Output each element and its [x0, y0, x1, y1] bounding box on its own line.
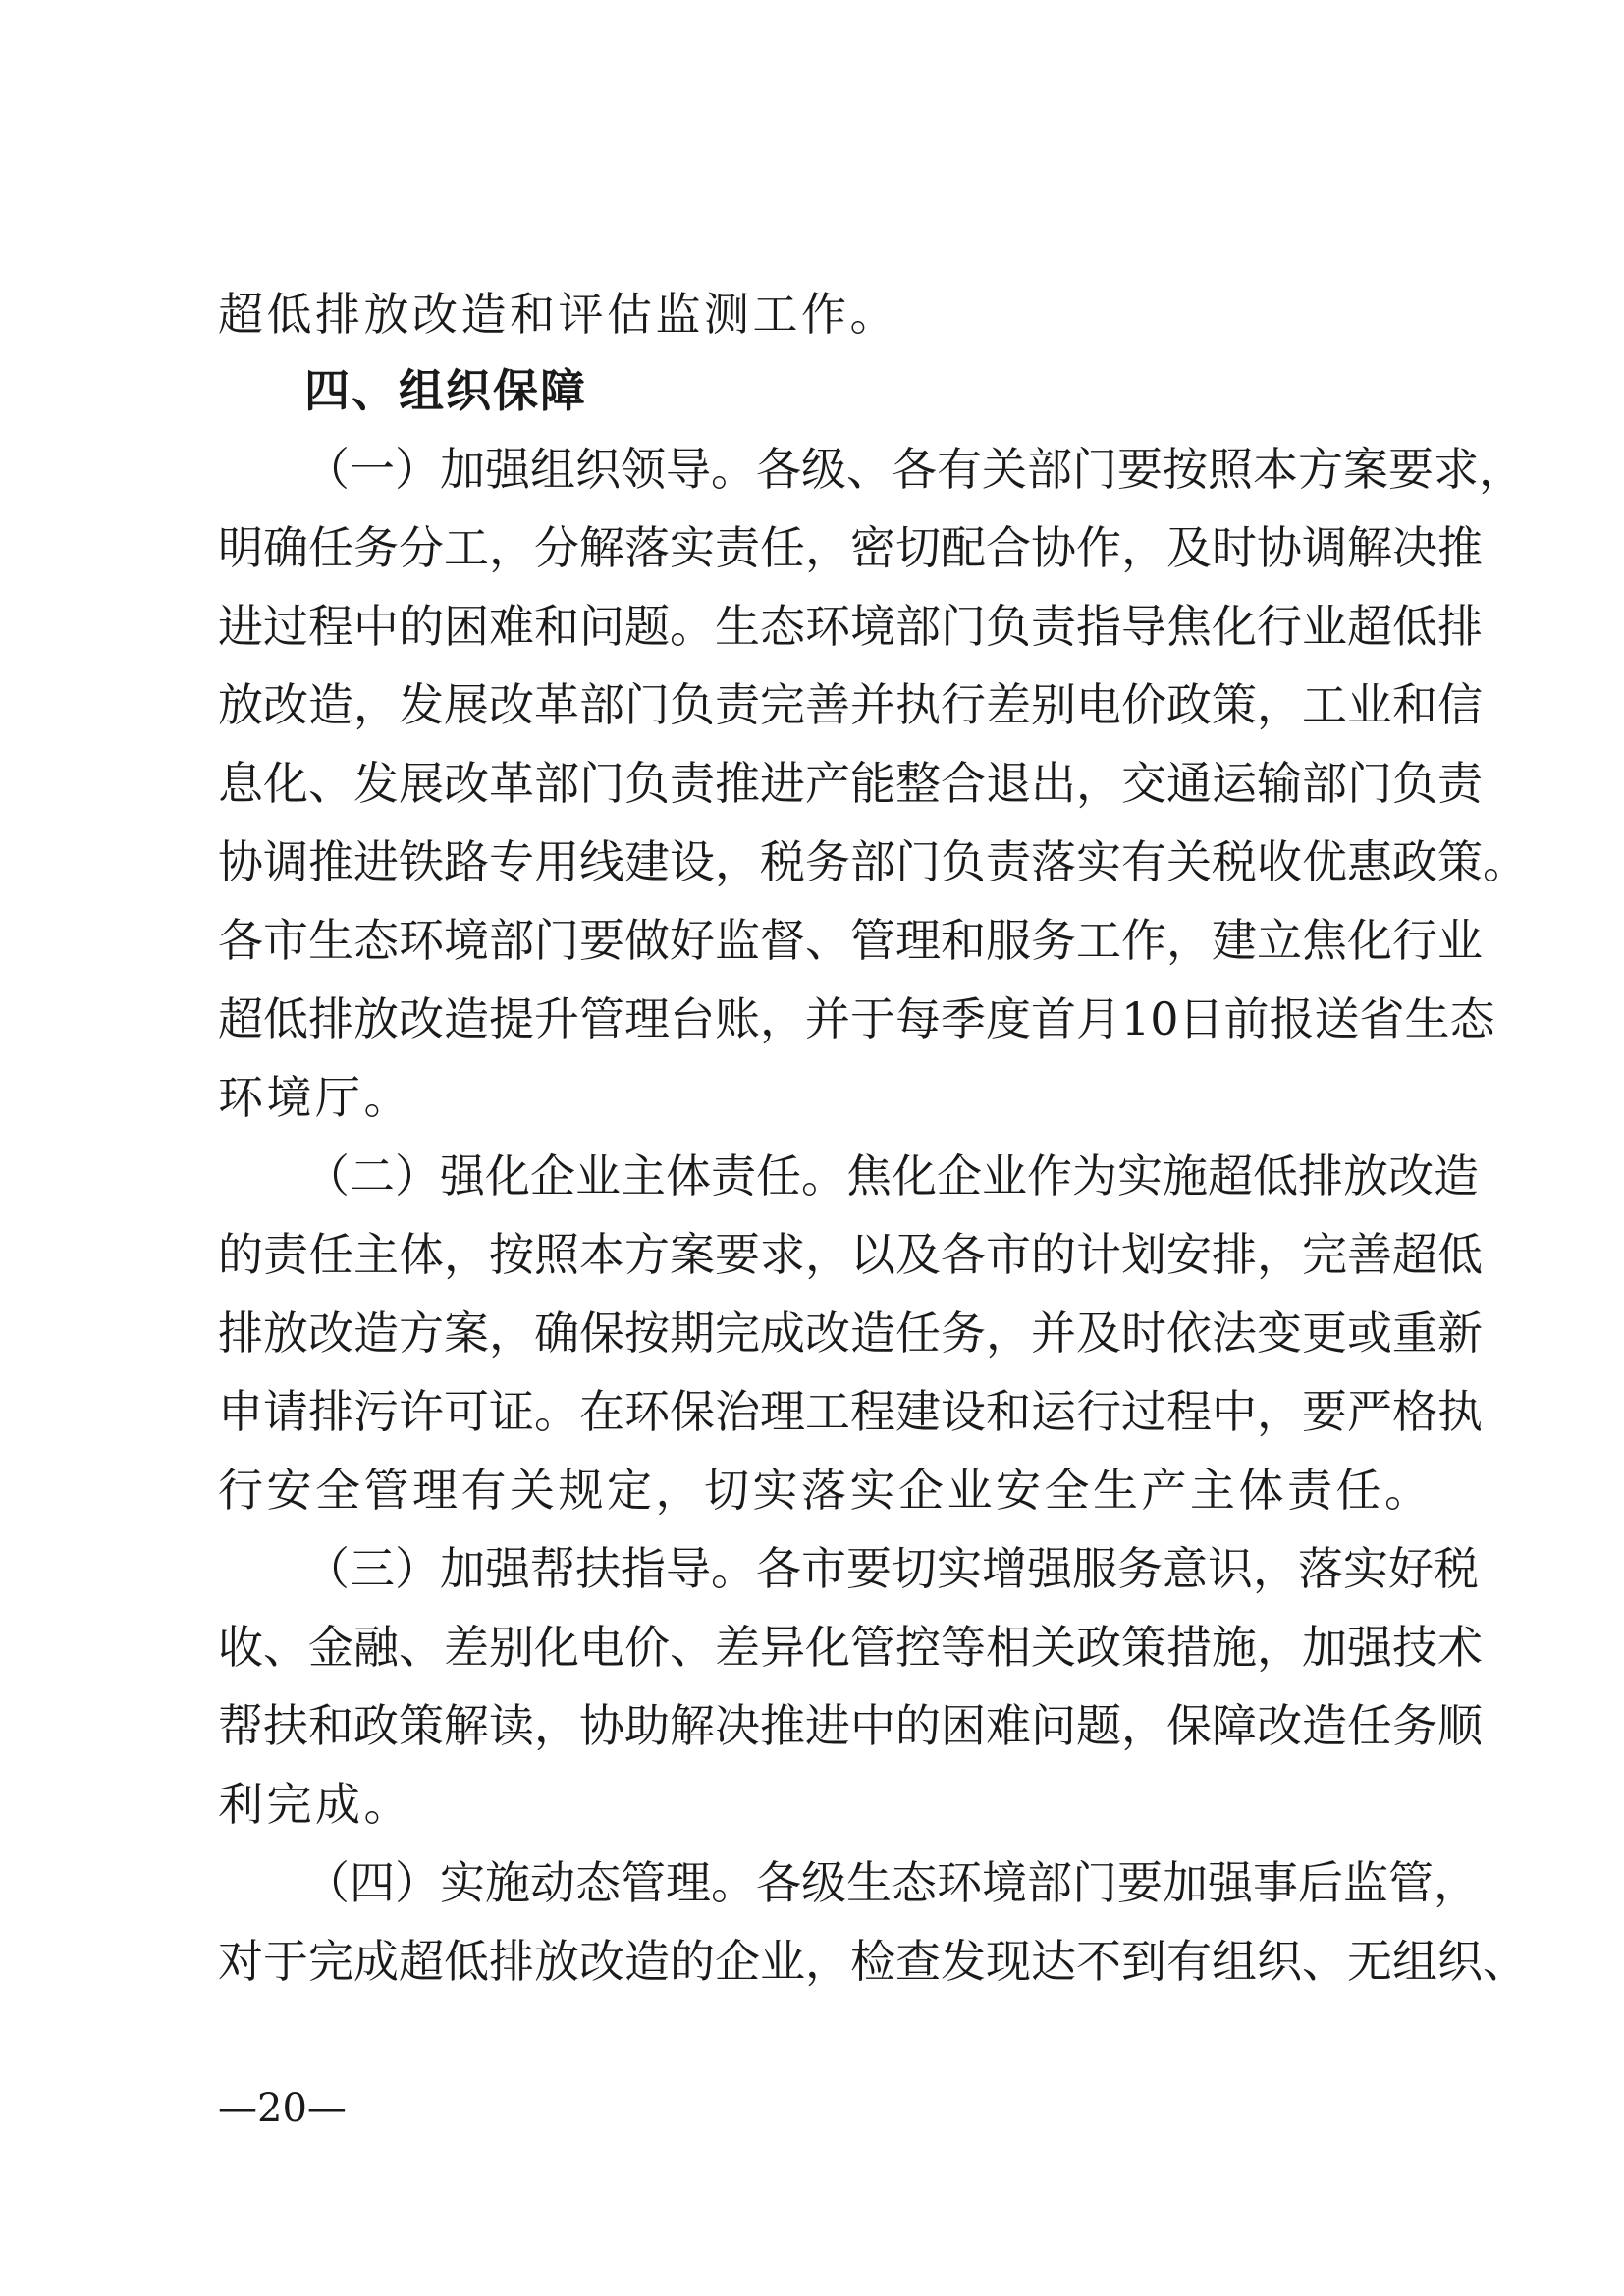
paragraph-2-line-2: 的责任主体，按照本方案要求，以及各市的计划安排，完善超低 [218, 1228, 1483, 1281]
paragraph-3-line-4: 利完成。 [218, 1778, 412, 1831]
paragraph-1-line-1: （一）加强组织领导。各级、各有关部门要按照本方案要求， [304, 443, 1524, 496]
section-heading: 四、组织保障 [304, 364, 587, 417]
paragraph-1-line-7: 各市生态环境部门要做好监督、管理和服务工作，建立焦化行业 [218, 914, 1483, 967]
paragraph-3-line-3: 帮扶和政策解读，协助解决推进中的困难问题，保障改造任务顺 [218, 1699, 1483, 1752]
paragraph-4-line-2: 对于完成超低排放改造的企业，检查发现达不到有组织、无组织、 [218, 1935, 1528, 1988]
paragraph-2-line-4: 申请排污许可证。在环保治理工程建设和运行过程中，要严格执 [218, 1385, 1483, 1438]
paragraph-1-line-6: 协调推进铁路专用线建设，税务部门负责落实有关税收优惠政策。 [218, 835, 1528, 888]
paragraph-1-line-8: 超低排放改造提升管理台账，并于每季度首月10日前报送省生态 [218, 992, 1495, 1045]
page-number: —20— [218, 2086, 347, 2131]
continued-line: 超低排放改造和评估监测工作。 [218, 288, 898, 341]
paragraph-4-line-1: （四）实施动态管理。各级生态环境部门要加强事后监管， [304, 1856, 1479, 1909]
paragraph-1-line-5: 息化、发展改革部门负责推进产能整合退出，交通运输部门负责 [218, 757, 1483, 810]
paragraph-2-line-3: 排放改造方案，确保按期完成改造任务，并及时依法变更或重新 [218, 1307, 1483, 1360]
paragraph-3-line-1: （三）加强帮扶指导。各市要切实增强服务意识，落实好税 [304, 1542, 1479, 1595]
paragraph-2-line-5: 行安全管理有关规定，切实落实企业安全生产主体责任。 [218, 1464, 1434, 1517]
paragraph-2-line-1: （二）强化企业主体责任。焦化企业作为实施超低排放改造 [304, 1149, 1479, 1202]
paragraph-1-line-3: 进过程中的困难和问题。生态环境部门负责指导焦化行业超低排 [218, 600, 1483, 653]
paragraph-1-line-4: 放改造，发展改革部门负责完善并执行差别电价政策，工业和信 [218, 678, 1483, 731]
paragraph-1-line-9: 环境厅。 [218, 1071, 412, 1124]
paragraph-1-line-2: 明确任务分工，分解落实责任，密切配合协作，及时协调解决推 [218, 521, 1483, 574]
paragraph-3-line-2: 收、金融、差别化电价、差异化管控等相关政策措施，加强技术 [218, 1621, 1483, 1674]
